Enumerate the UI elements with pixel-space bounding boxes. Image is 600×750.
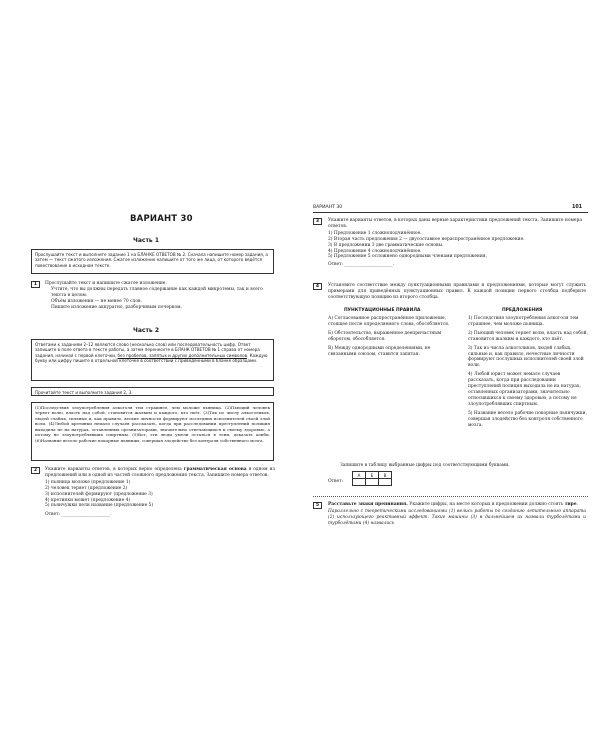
task2-answer-field[interactable]: Ответ: ______________________. <box>45 512 112 518</box>
task1-line-4: Пишите изложение аккуратно, разборчивым почерком. <box>51 304 182 310</box>
task2-option: 5) пьянчужки пели название (предложение 5) <box>45 503 154 509</box>
variant-title: ВАРИАНТ 30 <box>130 214 193 224</box>
rule-item: Б) Обстоятельство, выраженное деепричастным оборотом, обособляется. <box>328 330 442 342</box>
sentences-column <box>468 316 588 428</box>
task5-number: 5 <box>313 502 322 509</box>
sentence-item: 2) Пьющий человек теряет волю, власть над собой, становится жалким и каждого, кто пьёт. <box>468 330 588 342</box>
sentence-item: 1) Последствия злоупотребления алкоголя тем страшнее, чем моложе пьяница. <box>468 316 579 327</box>
task2-intro-before: Укажите варианты ответов, в которых верно определена <box>45 467 184 472</box>
part2-instr-after: . Каждую букву или цифру пишите в отдельной клеточке в соответствии с приведёнными в бланке образцами. <box>35 352 268 364</box>
task2-option: 3) исполнителей формируют (предложение 3) <box>45 491 153 497</box>
task-divider <box>313 496 588 497</box>
answer-table-letters <box>353 472 392 479</box>
part2-title: Часть 2 <box>133 327 159 334</box>
reading-text: (1)Последствия злоупотребления алкоголя тем страшнее, чем моложе пьяница. (2)Пьющий человек теряет волю, власть над собой, становится жалким и каждого, кто пьёт. (3)Так по числу алкоголиков, людей слабых, сильные и, как правило, веские личности формируют последних исполнителей своей злой воли. (4)Любой кретинки немало случаев рассказать, когда при расследовании преступлений полиция выходила не на натурах, оставленных организаторами, значительно отвечающихся к своему здоровью, а потому не злоупотреблявших спиртным. (5)Вот, эти люди умели остаться в тени, доказать алиби. (6)Название весело рабочие покорные пьяницы, совершая злодейство без контроля собственного мозга. <box>31 402 274 461</box>
task5-intro-rest: Укажите цифры, на месте которых в предложении должно стоять <box>407 502 565 507</box>
task3-option: 2) Вторая часть предложения 2 — двусоставное нераспространённое предложение. <box>328 236 525 242</box>
task2-option: 1) пьяница моложе (предложение 1) <box>45 479 131 485</box>
sentence-item: 3) Так из числа алкоголиков, людей слабых, сильные и, как правило, нечестные личности формируют послушных исполнителей своей злой воли. <box>468 345 584 369</box>
table-instructions: Запишите в таблицу выбранные цифры под соответствующими буквами. <box>340 463 510 468</box>
task3-options <box>328 231 586 261</box>
task3-intro: Укажите варианты ответов, в которых даны верные характеристики предложений текста. Запишите номера ответов. <box>328 218 582 229</box>
task5-block <box>328 502 586 527</box>
task2-option: 4) кретинки может (предложение 4) <box>45 497 131 503</box>
answer-table-letter: А <box>353 472 366 479</box>
answer-cell[interactable] <box>379 479 392 486</box>
part2-instructions <box>31 339 274 381</box>
part2-instr-before: Ответами к заданиям 2–12 являются слово (несколько слов) или последовательность цифр. Ответ запишите в поле ответа в тексте работы, а затем перенесите в БЛАНК ОТВЕТОВ № 1 справа от номера задания, начиная с первой клеточки, <box>35 341 260 358</box>
sentence-item: 5) Название весело рабочие покорные пьянчужки, совершая злодейство без контроля собственного мозга. <box>468 410 587 428</box>
answer-cell[interactable] <box>353 479 366 486</box>
task3-block <box>328 218 586 268</box>
right-page <box>300 0 600 750</box>
task4-number: 4 <box>313 283 322 290</box>
running-header-title: ВАРИАНТ 30 <box>313 205 343 210</box>
answer-cell[interactable] <box>366 479 379 486</box>
task3-option: 5) Предложение 5 осложнено однородными членами предложения. <box>328 254 487 260</box>
rule-item: А) Согласованное распространённое приложение, стоящее после определяемого слова, обособляется. <box>328 316 450 327</box>
task4-answer-label: Ответ: <box>328 479 344 484</box>
page-number: 101 <box>572 205 583 210</box>
task2-intro-bold: грамматическая основа <box>183 467 247 472</box>
rules-column-header: ПУНКТУАЦИОННЫЕ ПРАВИЛА <box>344 308 421 313</box>
task1-line-2: Учтите, что вы должны передать главное содержание как каждой микротемы, так и всего текста в целом. <box>51 286 263 298</box>
header-rule <box>313 212 588 213</box>
part2-instr-underlined: без пробелов, запятых и других дополнительных символов <box>117 352 248 358</box>
read-instructions: Прочитайте текст и выполните задания 2, 3. <box>31 387 274 396</box>
rules-column <box>328 316 452 357</box>
task5-intro-bold2: тире <box>564 502 577 507</box>
task2-number: 2 <box>31 467 40 474</box>
part1-instructions: Прослушайте текст и выполните задание 1 на БЛАНКЕ ОТВЕТОВ № 2. Сначала напишите номер задания, а затем — текст сжатого изложения. Сжатое изложение напишите от того же лица, от которого ведётся повествование в исходном тексте. <box>31 249 274 274</box>
answer-table <box>352 471 392 486</box>
task1-line-1: Прослушайте текст и напишите сжатое изложение. <box>45 281 167 286</box>
sentences-column-header: ПРЕДЛОЖЕНИЯ <box>502 308 543 313</box>
task3-option: 3) В предложении 3 две грамматические основы. <box>328 242 444 248</box>
answer-table-inputs <box>353 479 392 486</box>
task2-options <box>45 480 275 510</box>
answer-table-letter: В <box>379 472 392 479</box>
answer-table-letter: Б <box>366 472 379 479</box>
rule-item: В) Между однородными определениями, не связанными союзом, ставится запятая. <box>328 345 431 357</box>
task1-block <box>45 281 275 311</box>
task3-answer-field[interactable]: Ответ: ______________________. <box>328 262 395 268</box>
task1-number: 1 <box>31 281 40 288</box>
task2-option: 2) человек теряет (предложение 2) <box>45 485 128 491</box>
sentence-item: 4) Любой юрист может немало случаев рассказать, когда при расследовании преступлений полиция выходила не на натурах, оставленных организаторами, значительно относившихся к своему здоровью, а потому не злоупотреблявших спиртным. <box>468 372 581 407</box>
part1-title: Часть 1 <box>133 237 159 244</box>
task2-block <box>45 467 275 518</box>
task2-intro <box>45 467 275 479</box>
task5-intro: Расставьте знаки препинания. Укажите цифры, на месте которых в предложении должно стоять тире. <box>328 502 578 507</box>
task2-intro-after: в одном из предложений или в одной из частей сложного предложения текста. Запишите номера ответов. <box>45 467 275 478</box>
task3-number: 3 <box>313 218 322 225</box>
task1-line-3: Объём изложения — не менее 70 слов. <box>51 298 142 304</box>
task5-intro-bold: Расставьте знаки препинания. <box>328 502 408 507</box>
task3-option: 1) Предложение 1 сложноподчинённое. <box>328 230 422 236</box>
task4-intro: Установите соответствие между пунктуационными правилами и предложениями, которые могут служить примерами для приведённых пунктуационных правил. К каждой позиции первого столбца подберите соответствующую позицию из второго столбца. <box>328 283 586 300</box>
task5-text: Параллельно с теоретическими исследованиями (1) велись работы по созданию летательного аппарата (2) использующего реактивный эффект. Такие машины (3) в дальнейшем их назвали турболётами и турболётами (4) назвались <box>328 508 586 526</box>
task3-option: 4) Предложение 4 сложноподчинённое. <box>328 248 422 254</box>
